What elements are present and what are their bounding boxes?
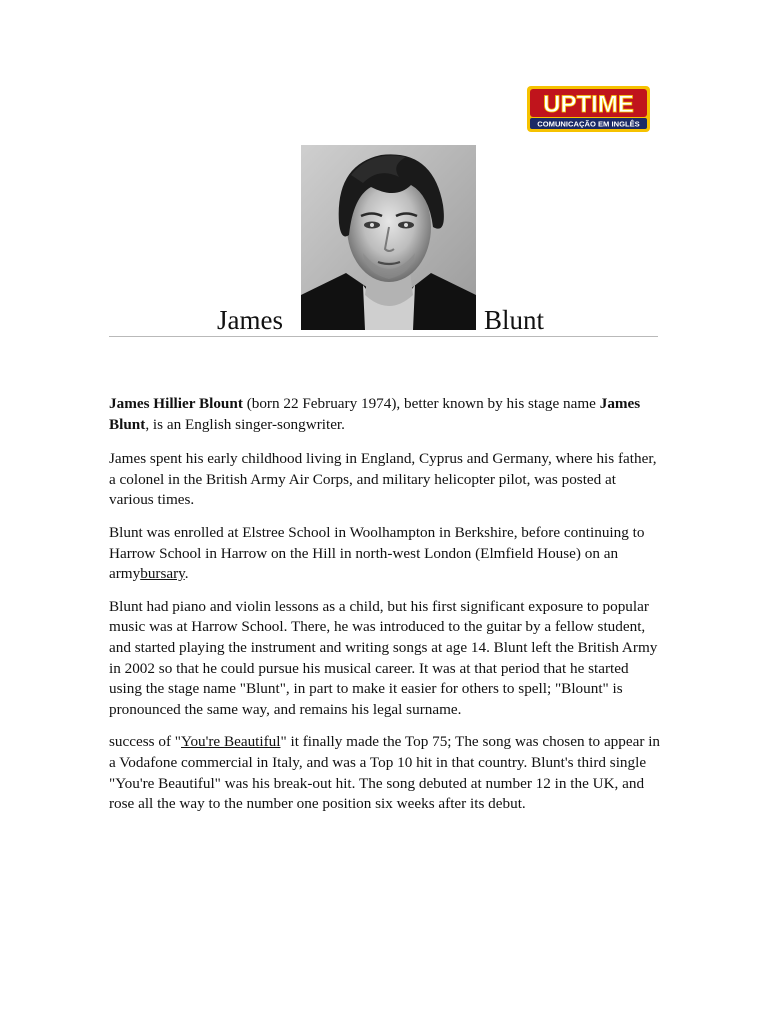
heading-first-name: James bbox=[217, 305, 283, 335]
uptime-logo bbox=[527, 86, 650, 132]
paragraph-intro bbox=[109, 394, 661, 435]
paragraph-music: Blunt had piano and violin lessons as a child, but his first significant exposure to popular music was at Harrow School. There, he was introduced to the guitar by a fellow student, and started playing the instrument and writing songs at age 14. Blunt left the British Army in 2002 so that he could pursue his musical career. It was at that period that he started using the stage name "Blunt", in part to make it easier for others to spell; "Blount" is pronounced the same way, and remains his legal surname. bbox=[109, 597, 658, 718]
education-text-1: Blunt was enrolled at Elstree School in Woolhampton in Berkshire, before continuing to Harrow School in Harrow on the Hill in north-west London (Elmfield House) on an army bbox=[109, 523, 645, 583]
portrait-photo bbox=[301, 145, 476, 330]
paragraph-success bbox=[109, 732, 661, 814]
intro-text-2: , is an English singer-songwriter. bbox=[145, 415, 345, 433]
paragraph-childhood: James spent his early childhood living in England, Cyprus and Germany, where his father, a colonel in the British Army Air Corps, and military helicopter pilot, was posted at various times. bbox=[109, 450, 657, 509]
success-text-2: " it finally made the Top 75; The song was chosen to appear in a Vodafone commercial in Italy, and was a Top 10 hit in that country. Blunt's third single "You're Beautiful" was his break-out hit. The song debuted at number 12 in the UK, and rose all the way to the number one position six weeks after its debut. bbox=[109, 733, 661, 813]
success-text-1: success of " bbox=[109, 733, 181, 751]
stage-name-bold: James Blunt bbox=[109, 395, 641, 433]
bursary-link[interactable]: bursary bbox=[140, 565, 185, 583]
intro-text-1: (born 22 February 1974), better known by his stage name bbox=[242, 395, 600, 412]
education-text-2: . bbox=[184, 565, 189, 583]
full-name-bold: James Hillier Blount bbox=[109, 395, 243, 412]
heading-last-name: Blunt bbox=[484, 305, 545, 335]
paragraph-education bbox=[109, 523, 661, 585]
article-body bbox=[109, 394, 661, 827]
logo-brand-text: UPTIME bbox=[543, 91, 634, 118]
heading-divider bbox=[109, 336, 658, 337]
logo-tagline-text: COMUNICAÇÃO EM INGLÊS bbox=[537, 119, 640, 129]
youre-beautiful-link[interactable]: You're Beautiful bbox=[181, 733, 281, 751]
